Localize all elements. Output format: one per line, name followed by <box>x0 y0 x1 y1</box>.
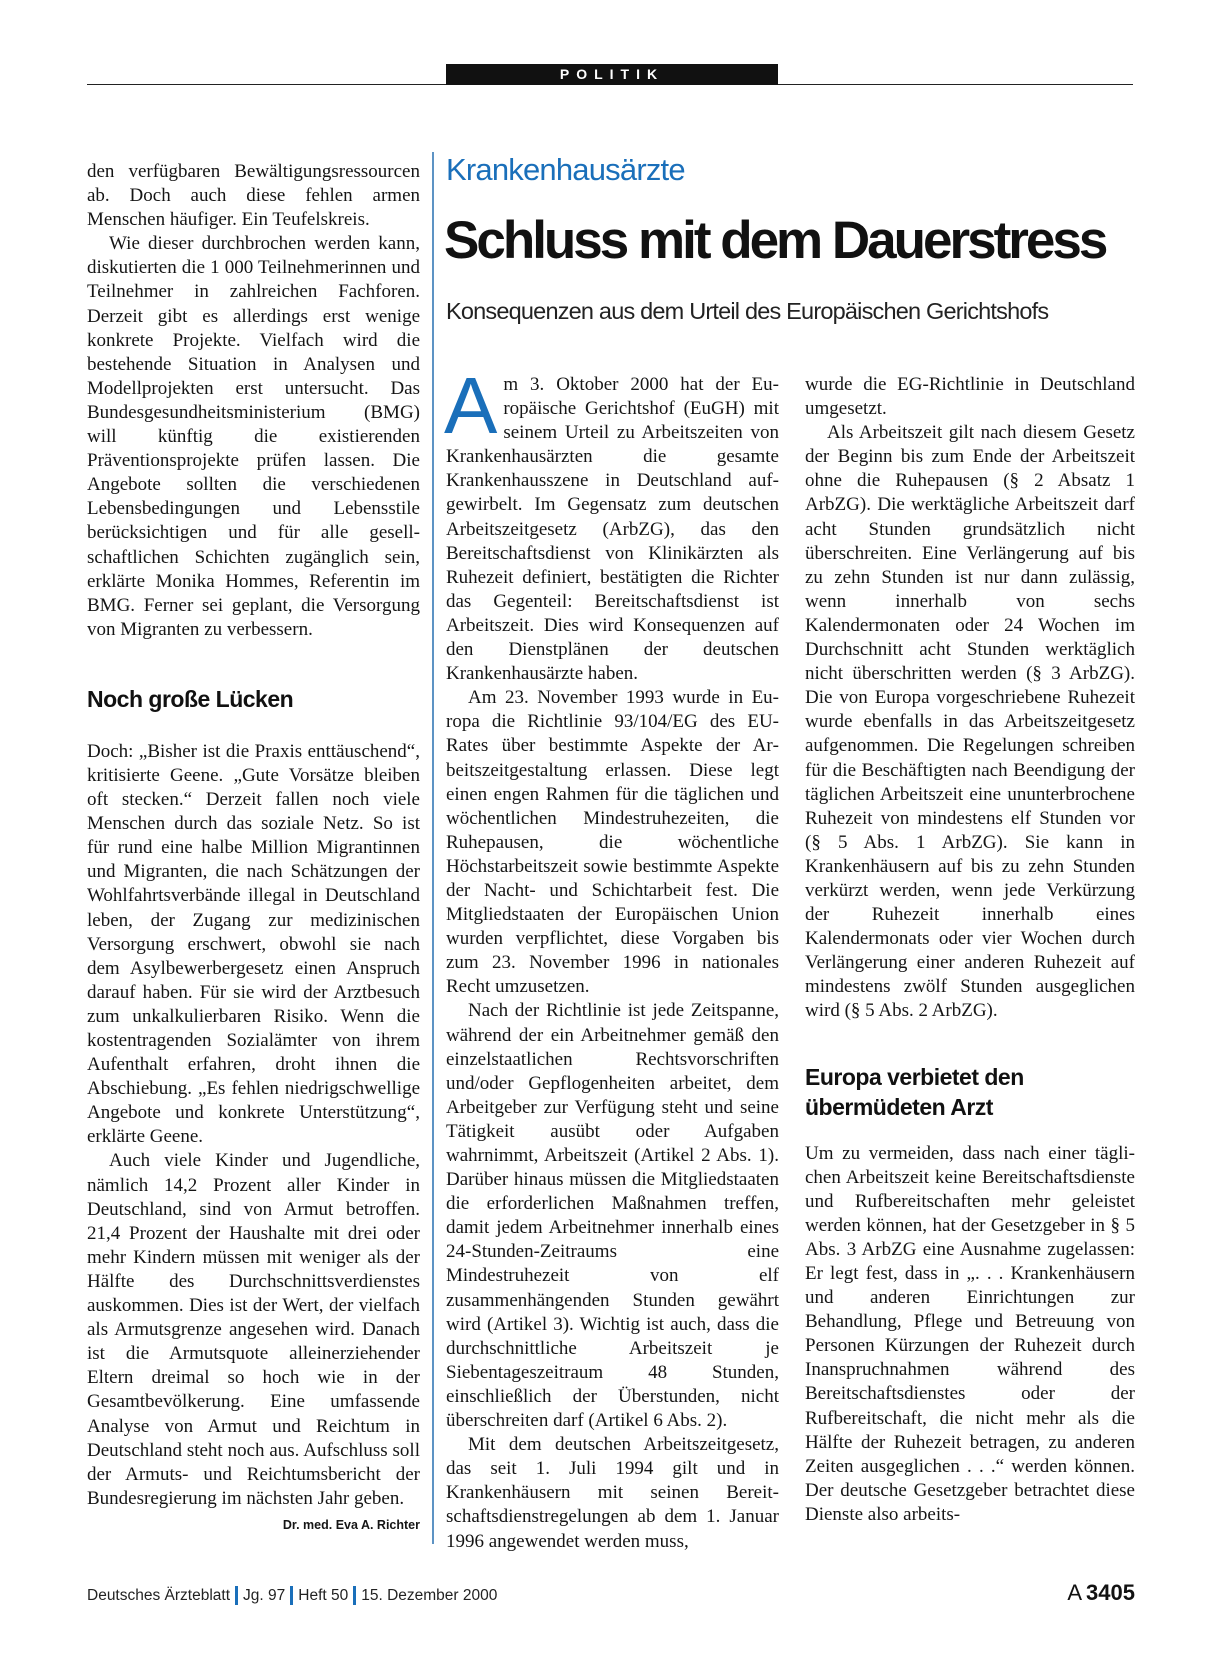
section-label: POLITIK <box>446 64 778 85</box>
lead-text: m 3. Oktober 2000 hat der Europäische Gerichtshof (EuGH) mit seinem Urteil zu Arbeitszeiten von Krankenhausärzten die gesamte Krankenhausszene in Deutschland aufgewirbelt. Im Gegensatz zum deutschen Arbeitszeitgesetz (ArbZG), das den Bereitschaftsdienst von Klinikärzten als Ruhezeit definiert, bestätigten die Richter das Gegenteil: Bereitschaftsdienst ist Arbeitszeit. Dies wird Konsequenzen auf den Dienstplänen der deutschen Krankenhausärzte haben. <box>446 374 779 685</box>
drop-cap: A <box>444 361 498 450</box>
left-column <box>87 160 420 1537</box>
page-footer <box>87 1586 497 1605</box>
paragraph: Doch: „Bisher ist die Praxis enttäuschend“, kritisierte Geene. „Gute Vorsätze bleiben oft stecken.“ Derzeit fallen noch viele Menschen durch das soziale Netz. So ist für rund eine halbe Million Migrantinnen und Migranten, die nach Schätzungen der Wohlfahrtsverbände illegal in Deutschland leben, der Zugang zur medizinischen Versorgung erschwert, obwohl sie nach dem Asylbewerbergesetz einen Anspruch darauf haben. Für sie wird der Arztbesuch zum unkalkulierbaren Risiko. Wenn die kostentragenden Sozialämter von ihrem Aufenthalt erfahren, droht ihnen die Abschiebung. „Es fehlen niedrigschwellige Angebote und konkrete Unterstützung“, erklärte Geene. <box>87 740 420 1148</box>
paragraph: Wie dieser durchbrochen werden kann, diskutierten die 1 000 Teilnehmerinnen und Teilnehmer in zahlreichen Fachforen. Derzeit gibt es allerdings erst wenige konkrete Projekte. Vielfach wird die bestehende Situation in Analysen und Modellprojekten erst untersucht. Das Bundesgesundheitsministerium (BMG) will künftig die existierenden Präventionsprojekte prüfen lassen. Die Angebote sollten die verschiedenen Lebensbedingungen und Lebensstile berücksichtigen und für alle gesellschaftlichen Schichten zugänglich sein, erklärte Monika Hommes, Referentin im BMG. Ferner sei geplant, die Versorgung von Migranten zu verbessern. <box>87 233 420 640</box>
paragraph: den verfügbaren Bewältigungsressourcen ab. Doch auch diese fehlen armen Menschen häufiger. Ein Teufelskreis. <box>87 161 420 231</box>
page-prefix: A <box>1067 1580 1083 1605</box>
paragraph: Um zu vermeiden, dass nach einer täglichen Arbeitszeit keine Bereitschaftsdienste und Rufbereitschaften mehr geleistet werden können, hat der Gesetzgeber in § 5 Abs. 3 ArbZG eine Ausnahme zugelassen: Er legt fest, dass in „. . . Krankenhäusern und anderen Einrichtungen zur Behandlung, Pflege und Betreuung von Personen Kürzungen der Ruhezeit durch Inanspruchnahmen während des Bereitschaftsdienstes oder der Rufbereitschaft, die nicht mehr als die Hälfte der Ruhezeit betragen, zu anderen Zeiten ausgeglichen . . .“ werden können. Der deutsche Gesetzgeber betrachtet diese Dienste also arbeits- <box>805 1142 1135 1525</box>
page-number-value: 3405 <box>1086 1580 1135 1605</box>
right-column <box>805 373 1135 1527</box>
journal-name: Deutsches Ärzteblatt <box>87 1586 231 1604</box>
middle-column <box>444 361 779 1554</box>
issue-date: 15. Dezember 2000 <box>361 1586 498 1604</box>
section-subhead <box>805 1062 1135 1122</box>
paragraph: Als Arbeitszeit gilt nach diesem Gesetz der Beginn bis zum Ende der Arbeitszeit ohne die Ruhepausen (§ 2 Absatz 1 ArbZG). Die werktägliche Arbeitszeit darf acht Stunden grundsätzlich nicht überschreiten. Eine Verlängerung auf bis zu zehn Stunden ist nur dann zulässig, wenn innerhalb von sechs Kalendermonaten oder 24 Wochen im Durchschnitt acht Stunden werktäglich nicht überschritten werden (§ 3 ArbZG). Die von Europa vorgeschriebene Ruhezeit wurde ebenfalls in das Arbeitszeitgesetz aufgenommen. Die Regelungen schreiben für die Beschäftigten nach Beendigung der täglichen Arbeitszeit eine ununterbrochene Ruhezeit von mindestens elf Stunden vor (§ 5 Abs. 1 ArbZG). Sie kann in Krankenhäusern auf bis zu zehn Stunden verkürzt werden, wenn jede Verkürzung der Ruhezeit innerhalb eines Kalendermonats oder vier Wochen durch Verlängerung einer anderen Ruhezeit auf mindestens zwölf Stunden ausgeglichen wird (§ 5 Abs. 2 ArbZG). <box>805 422 1135 1022</box>
author-byline: Dr. med. Eva A. Richter <box>282 1517 420 1532</box>
journal-issue: Heft 50 <box>298 1586 349 1604</box>
paragraph: Mit dem deutschen Arbeitszeitgesetz, das seit 1. Juli 1994 gilt und in Krankenhäusern mit seinen Bereitschaftsdienstregelungen ab dem 1. Januar 1996 angewendet werden muss, <box>446 1434 779 1552</box>
paragraph: Nach der Richtlinie ist jede Zeitspanne, während der ein Arbeitnehmer gemäß den einzelstaatlichen Rechtsvorschriften und/oder Gepflogenheiten arbeitet, dem Arbeitgeber zur Verfügung steht und seine Tätigkeit ausübt oder Aufgaben wahrnimmt, Arbeitszeit (Artikel 2 Abs. 1). Darüber hinaus müssen die Mitgliedstaaten die erforderlichen Maßnahmen treffen, damit jedem Arbeitnehmer innerhalb eines 24-Stunden-Zeitraums eine Mindestruhezeit von elf zusammenhängenden Stunden gewährt wird (Artikel 3). Wichtig ist auch, dass die durchschnittliche Arbeitszeit je Siebentageszeitraum 48 Stunden, einschließlich der Überstunden, nicht überschreiten darf (Artikel 6 Abs. 2). <box>446 1000 779 1432</box>
footer-separator <box>353 1586 356 1605</box>
journal-volume: Jg. 97 <box>243 1586 286 1604</box>
paragraph: Am 23. November 1993 wurde in Europa die Richtlinie 93/104/EG des EU-Rates über bestimmte Aspekte der Arbeitszeitgestaltung erlassen. Diese legt einen engen Rahmen für die täglichen und wöchentlichen Mindestruhezeiten, die Ruhepausen, die wöchentliche Höchstarbeitszeit sowie bestimmte Aspekte der Nacht- und Schichtarbeit fest. Die Mitgliedstaaten der Europäischen Union wurden verpflichtet, diese Vorgaben bis zum 23. November 1996 in nationales Recht umzusetzen. <box>446 687 779 998</box>
page-number <box>1067 1580 1135 1606</box>
paragraph: wurde die EG-Richtlinie in Deutschland umgesetzt. <box>805 374 1135 420</box>
footer-separator <box>235 1586 238 1605</box>
paragraph <box>87 1149 420 1532</box>
section-subhead: Noch große Lücken <box>87 685 294 712</box>
lead-paragraph <box>444 361 779 686</box>
subhead-line: Europa verbietet den <box>805 1063 1024 1090</box>
footer-separator <box>290 1586 293 1605</box>
article-kicker: Krankenhausärzte <box>446 152 685 187</box>
column-divider <box>432 152 434 1544</box>
subhead-line: übermüdeten Arzt <box>805 1093 993 1120</box>
article-subtitle: Konsequenzen aus dem Urteil des Europäischen Gerichtshofs <box>446 298 1049 324</box>
article-headline: Schluss mit dem Dauerstress <box>444 211 1106 270</box>
paragraph-text: Auch viele Kinder und Jugendliche, nämlich 14,2 Prozent aller Kinder in Deutschland, sind von Armut betroffen. 21,4 Prozent der Haushalte mit drei oder mehr Kindern müssen mit weniger als der Hälfte des Durchschnittsverdienstes auskommen. Dies ist der Wert, der vielfach als Armutsgrenze angesehen wird. Danach ist die Armutsquote alleinerziehender Eltern dreimal so hoch wie in der Gesamtbevölkerung. Eine umfassende Analyse von Armut und Reichtum in Deutschland steht noch aus. Aufschluss soll der Armuts- und Reichtumsbericht der Bundesregierung im nächsten Jahr geben. <box>87 1150 420 1509</box>
